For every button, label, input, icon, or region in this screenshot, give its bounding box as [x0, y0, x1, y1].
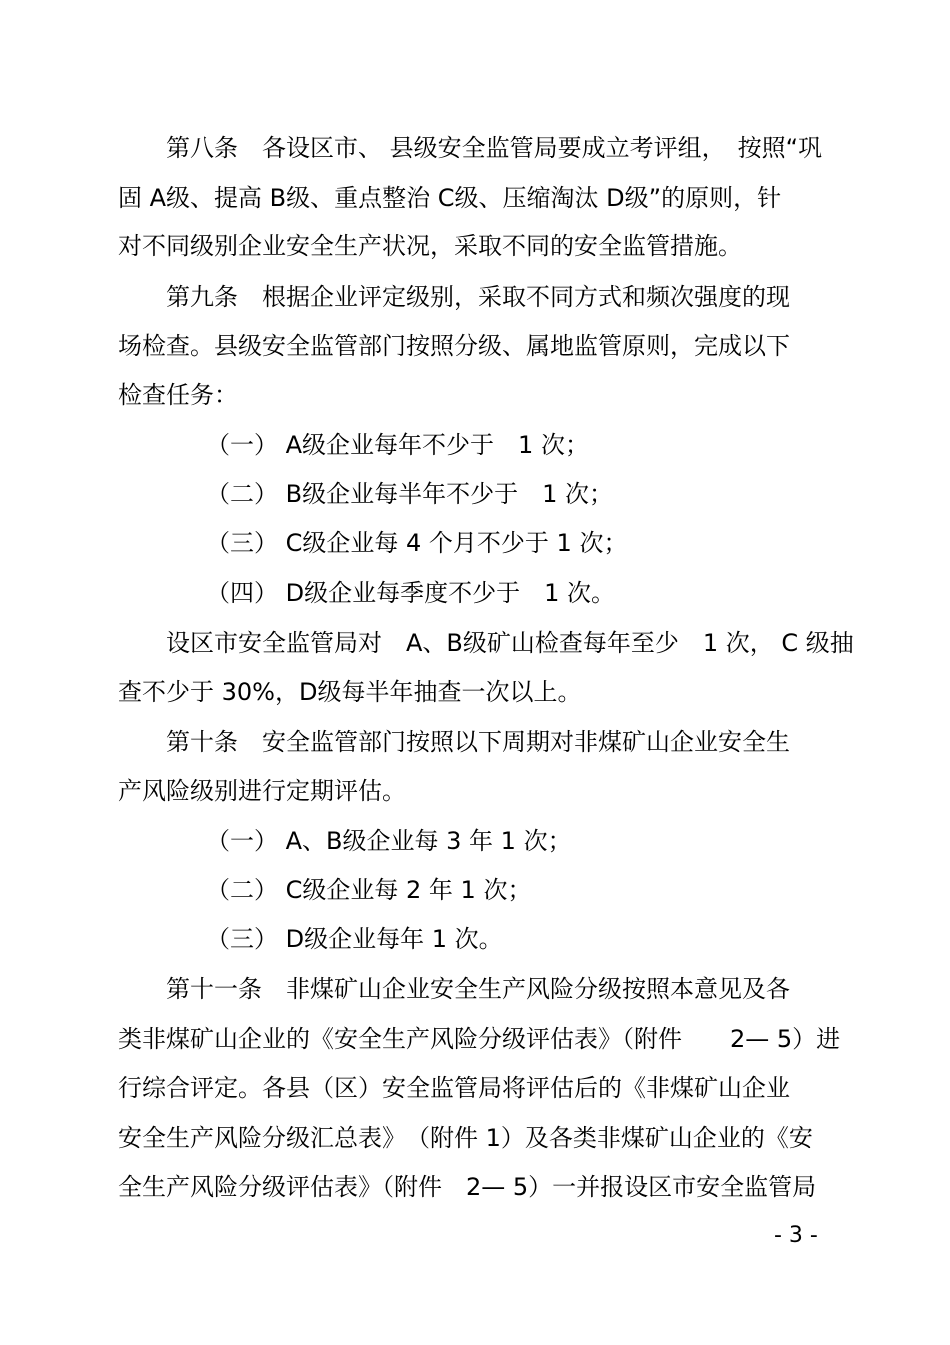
page-number: - 3 -: [774, 1223, 818, 1248]
article-9-item-1: （一） A级企业每年不少于 1 次；: [206, 431, 589, 459]
article-8-line-2: 固 A级、提高 B级、重点整治 C级、压缩淘汰 D级”的原则，针: [118, 184, 782, 212]
article-11-line-5: 全生产风险分级评估表》（附件 2— 5）一并报设区市安全监管局: [118, 1173, 817, 1201]
article-10-item-1: （一） A、B级企业每 3 年 1 次；: [206, 827, 572, 855]
article-11-line-4: 安全生产风险分级汇总表》 （附件 1）及各类非煤矿山企业的《安: [118, 1124, 813, 1152]
article-9-line-1: 第九条 根据企业评定级别，采取不同方式和频次强度的现: [166, 283, 790, 311]
article-10-item-2: （二） C级企业每 2 年 1 次；: [206, 876, 532, 904]
article-11-line-3: 行综合评定。各县（区）安全监管局将评估后的《非煤矿山企业: [118, 1074, 790, 1102]
article-9-line-3: 检查任务：: [118, 381, 238, 409]
article-11-line-2: 类非煤矿山企业的《安全生产风险分级评估表》（附件 2— 5）进: [118, 1025, 841, 1053]
article-11-line-1: 第十一条 非煤矿山企业安全生产风险分级按照本意见及各: [166, 975, 790, 1003]
article-9-line-2: 场检查。县级安全监管部门按照分级、属地监管原则，完成以下: [118, 332, 790, 360]
city-inspection-line-1: 设区市安全监管局对 A、B级矿山检查每年至少 1 次， C 级抽: [166, 629, 854, 657]
article-10-item-3: （三） D级企业每年 1 次。: [206, 925, 503, 953]
article-9-item-4: （四） D级企业每季度不少于 1 次。: [206, 579, 616, 607]
article-8-line-3: 对不同级别企业安全生产状况，采取不同的安全监管措施。: [118, 232, 742, 260]
city-inspection-line-2: 查不少于 30%，D级每半年抽查一次以上。: [118, 678, 582, 706]
article-9-item-3: （三） C级企业每 4 个月不少于 1 次；: [206, 529, 628, 557]
article-10-line-1: 第十条 安全监管部门按照以下周期对非煤矿山企业安全生: [166, 728, 790, 756]
article-8-line-1: 第八条 各设区市、 县级安全监管局要成立考评组， 按照“巩: [166, 134, 823, 162]
article-9-item-2: （二） B级企业每半年不少于 1 次；: [206, 480, 613, 508]
article-10-line-2: 产风险级别进行定期评估。: [118, 777, 406, 805]
